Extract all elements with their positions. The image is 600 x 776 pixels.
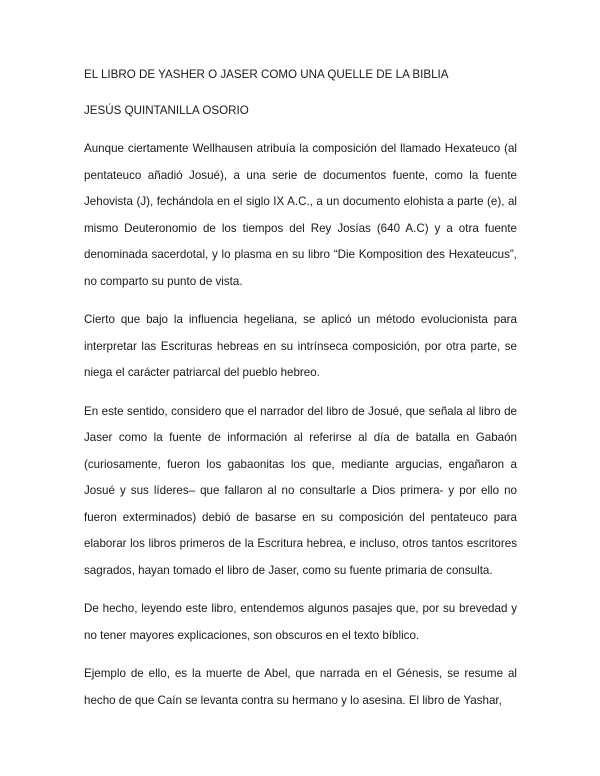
paragraph-1: Aunque ciertamente Wellhausen atribuía la composición del llamado Hexateuco (al pentateuco añadió Josué), a una serie de documentos fuente, como la fuente Jehovista (J), fechándola en el siglo IX A.C., a un documento elohista a parte (e), al mismo Deuteronomio de los tiempos del Rey Josías (640 A.C) y a otra fuente denominada sacerdotal, y lo plasma en su libro “Die Komposition des Hexateucus”, no comparto su punto de vista. xyxy=(84,142,517,288)
document-body xyxy=(84,64,517,726)
document-author: JESÚS QUINTANILLA OSORIO xyxy=(84,104,249,117)
paragraph-5: Ejemplo de ello, es la muerte de Abel, que narrada en el Génesis, se resume al hecho de que Caín se levanta contra su hermano y lo asesina. El libro de Yashar, xyxy=(84,667,517,707)
paragraph-4: De hecho, leyendo este libro, entendemos algunos pasajes que, por su brevedad y no tener mayores explicaciones, son obscuros en el texto bíblico. xyxy=(84,602,517,642)
document-title: EL LIBRO DE YASHER O JASER COMO UNA QUELLE DE LA BIBLIA xyxy=(84,68,449,81)
paragraph-2: Cierto que bajo la influencia hegeliana, se aplicó un método evolucionista para interpretar las Escrituras hebreas en su intrínseca composición, por otra parte, se niega el carácter patriarcal del pueblo hebreo. xyxy=(84,313,517,379)
paragraph-3: En este sentido, considero que el narrador del libro de Josué, que señala al libro de Jaser como la fuente de información al referirse al día de batalla en Gabaón (curiosamente, fueron los gabaonitas los que, mediante argucias, engañaron a Josué y sus líderes– que fallaron al no consultarle a Dios primera- y por ello no fueron exterminados) debió de basarse en su composición del pentateuco para elaborar los libros primeros de la Escritura hebrea, e incluso, otros tantos escritores sagrados, hayan tomado el libro de Jaser, como su fuente primaria de consulta. xyxy=(84,404,517,577)
